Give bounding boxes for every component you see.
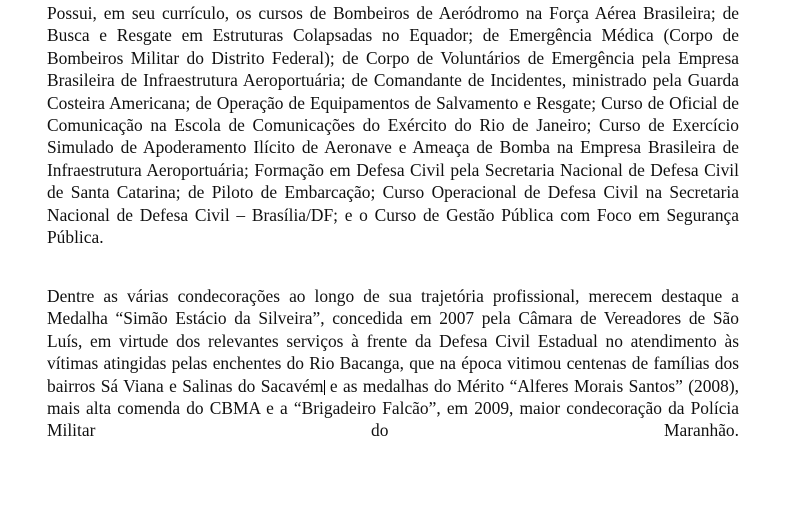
paragraph-text-after-caret: e as medalhas do Mérito “Alferes Morais Santos” (2008), mais alta comenda do CBMA e a “Brigadeiro Falcão”, em 2009, maior condecoração da Polícia Militar do Maranhão. bbox=[47, 375, 739, 441]
paragraph-text-before-caret: Dentre as várias condecorações ao longo de sua trajetória profissional, merecem destaque a Medalha “Simão Estácio da Silveira”, concedida em 2007 pela Câmara de Vereadores de São Luís, em virtude dos relevantes serviços à frente da Defesa Civil Estadual no atendimento às vítimas atingidas pelas enchentes do Rio Bacanga, que na época vitimou centenas de famílias dos bairros Sá Viana e Salinas do Sacavém bbox=[47, 285, 739, 396]
paragraph-cursos[interactable]: Possui, em seu currículo, os cursos de Bombeiros de Aeródromo na Força Aérea Brasileira; de Busca e Resgate em Estruturas Colapsadas no Equador; de Emergência Médica (Corpo de Bombeiros Militar do Distrito Federal); de Corpo de Voluntários de Emergência pela Empresa Brasileira de Infraestrutura Aeroportuária; de Comandante de Incidentes, ministrado pela Guarda Costeira Americana; de Operação de Equipamentos de Salvamento e Resgate; Curso de Oficial de Comunicação na Escola de Comunicações do Exército do Rio de Janeiro; Curso de Exercício Simulado de Apoderamento Ilícito de Aeronave e Ameaça de Bomba na Empresa Brasileira de Infraestrutura Aeroportuária; Formação em Defesa Civil pela Secretaria Nacional de Defesa Civil de Santa Catarina; de Piloto de Embarcação; Curso Operacional de Defesa Civil na Secretaria Nacional de Defesa Civil – Brasília/DF; e o Curso de Gestão Pública com Foco em Segurança Pública. bbox=[47, 3, 739, 248]
text-insertion-caret bbox=[324, 380, 325, 395]
document-text-body[interactable] bbox=[47, 2, 739, 464]
paragraph-condecoracoes[interactable] bbox=[47, 285, 739, 464]
